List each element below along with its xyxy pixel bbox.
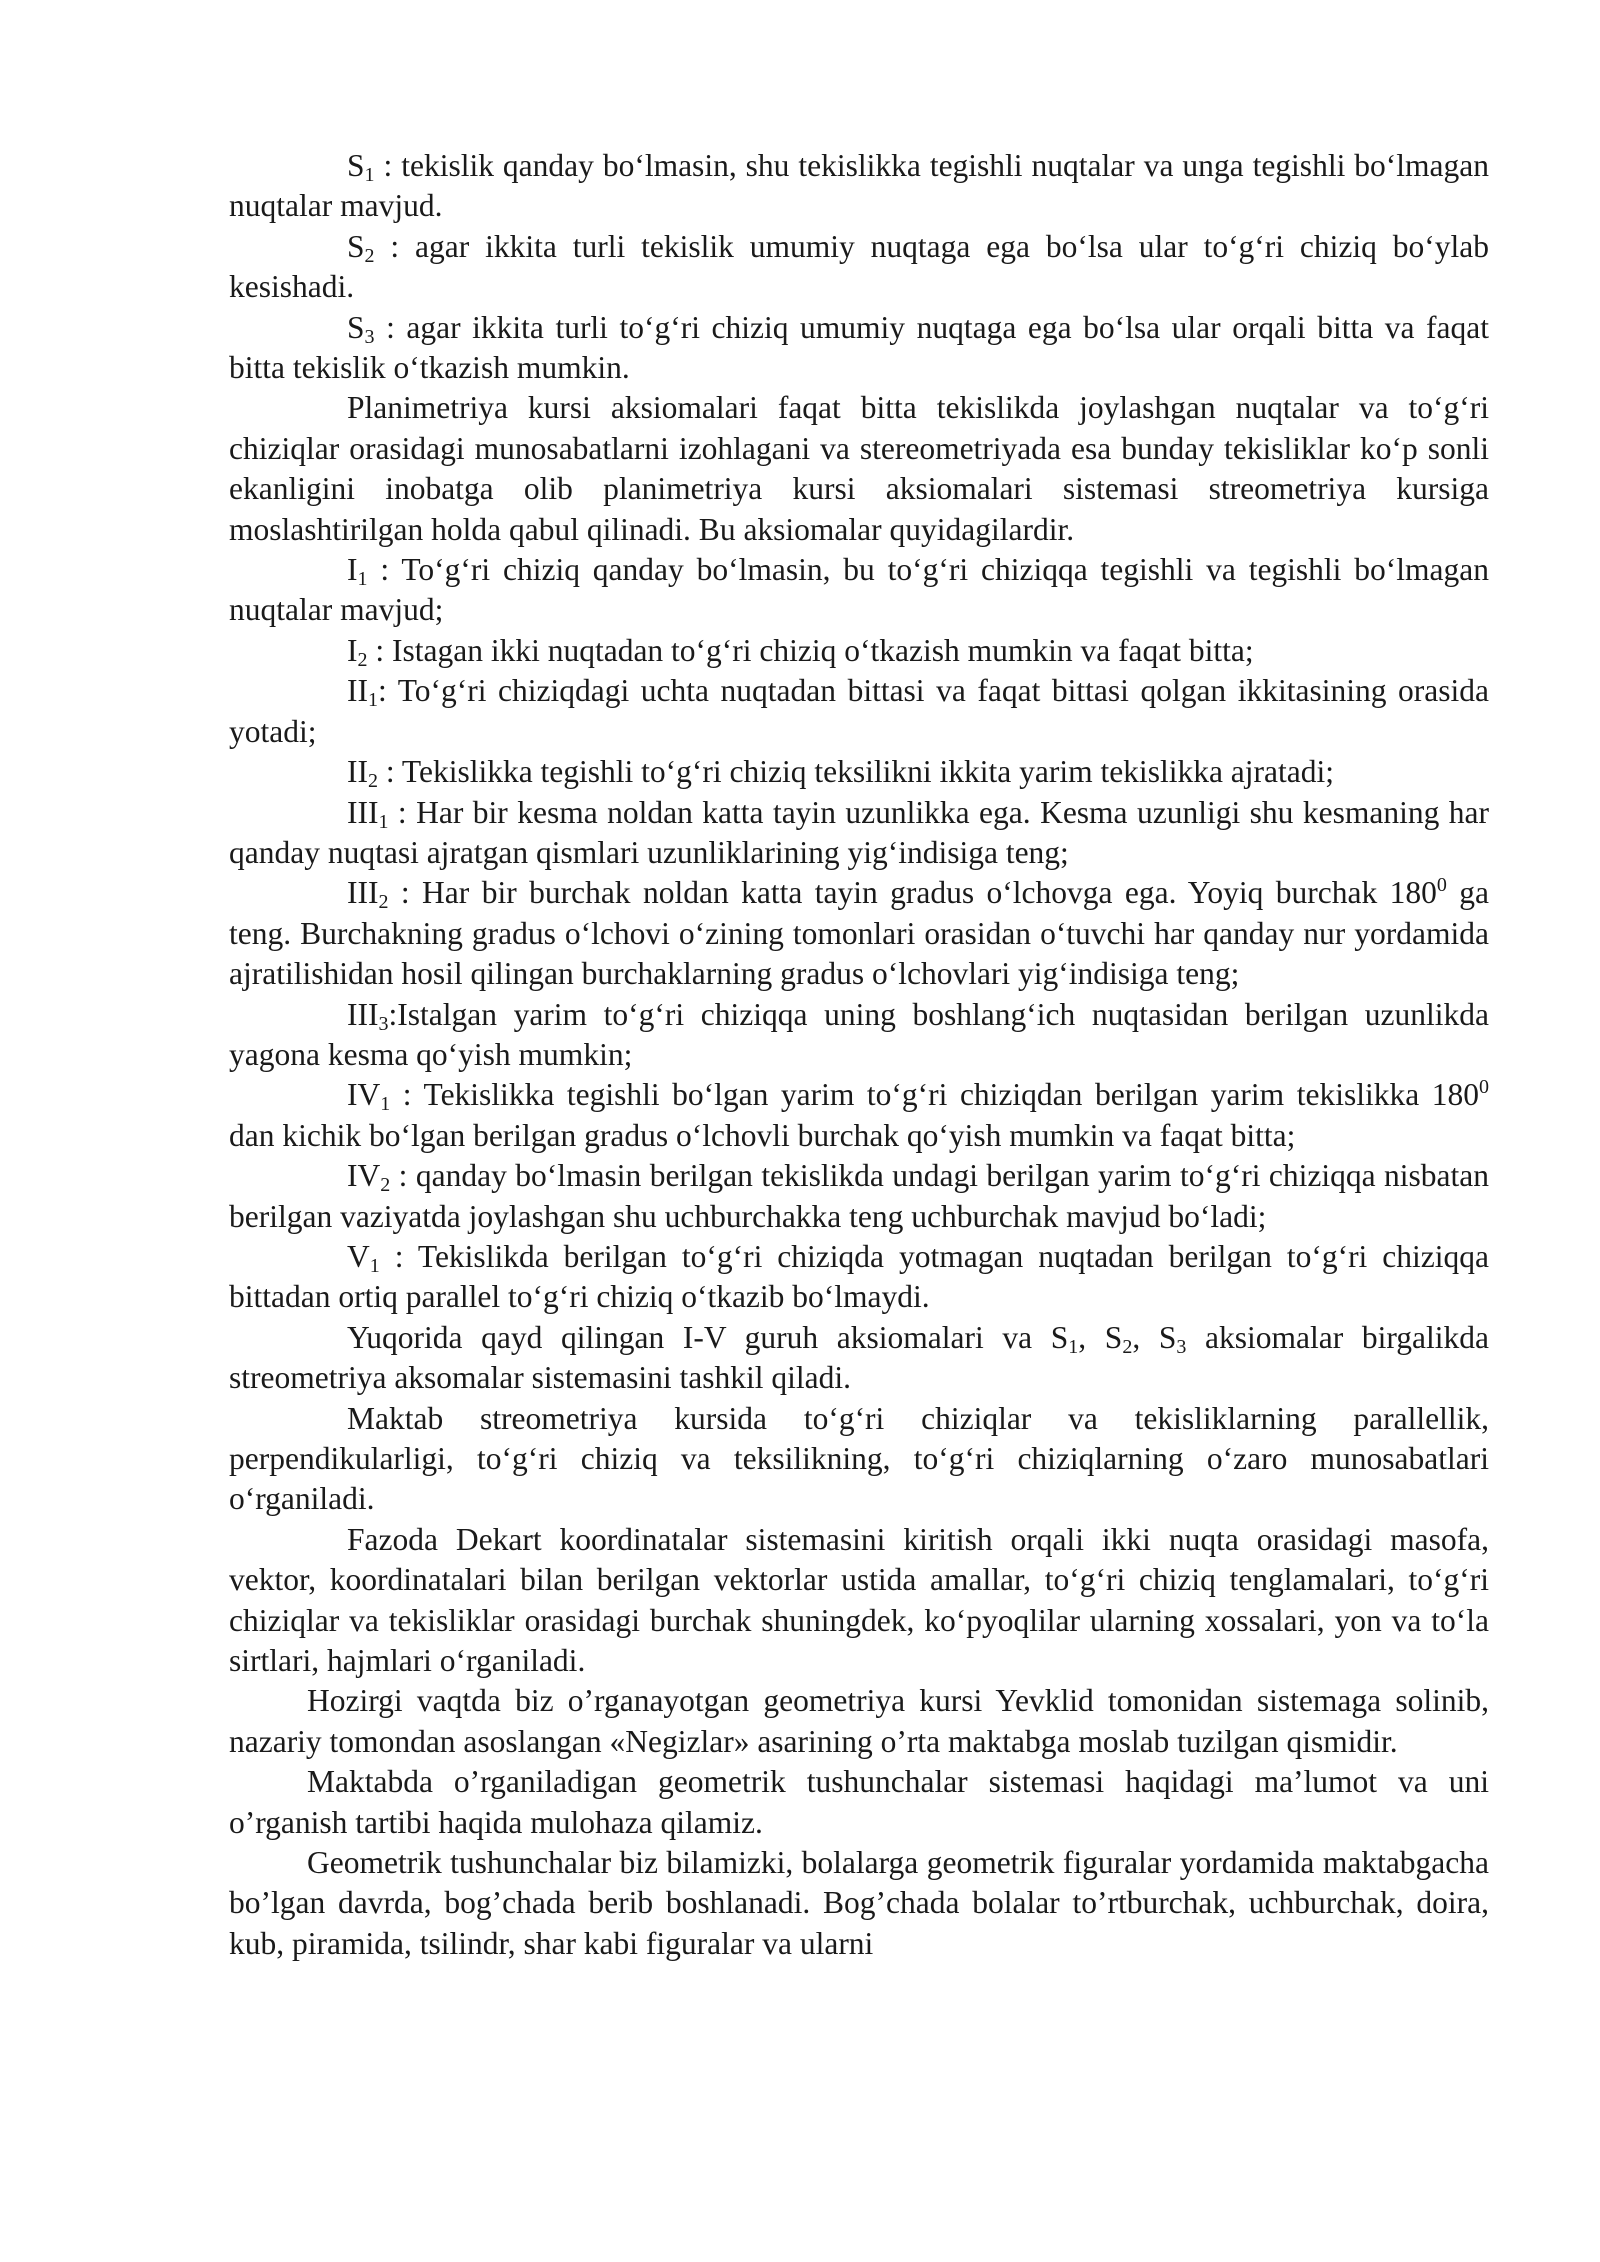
paragraph [229,1762,1489,1843]
paragraph-text: : Tekislikka tegishli to‘g‘ri chiziq teksilikni ikkita yarim tekislikka ajratadi; [377,754,1334,790]
paragraph-text: :Istalgan yarim to‘g‘ri chiziqqa uning boshlang‘ich nuqtasidan berilgan uzunlikda yagona kesma qo‘yish mumkin; [229,996,1489,1072]
paragraph [229,752,1489,792]
paragraph [229,550,1489,631]
paragraph [229,1318,1489,1399]
paragraph [229,1520,1489,1682]
document-page [229,146,1489,1964]
superscript-text: 0 [1436,874,1447,897]
paragraph-text: : tekislik qanday bo‘lmasin, shu tekislikka tegishli nuqtalar va unga tegishli bo‘lmagan nuqtalar mavjud. [229,148,1489,224]
paragraph [229,227,1489,308]
paragraph [229,793,1489,874]
paragraph [229,631,1489,671]
paragraph [229,388,1489,550]
paragraph-text: III [347,794,379,830]
paragraph-text: : agar ikkita turli tekislik umumiy nuqtaga ega bo‘lsa ular to‘g‘ri chiziq bo‘ylab kesishadi. [229,228,1489,305]
paragraph-text: III [347,875,379,911]
paragraph-text: II [347,754,368,790]
paragraph-text: aksiomalar birgalikda streometriya aksomalar sistemasini tashkil qiladi. [229,1319,1489,1396]
paragraph-text: I [347,552,358,588]
subscript-text: 2 [364,244,375,267]
subscript-text: 2 [357,648,368,671]
paragraph-text: : To‘g‘ri chiziq qanday bo‘lmasin, bu to‘g‘ri chiziqqa tegishli va tegishli bo‘lmagan nuqtalar mavjud; [229,552,1489,628]
subscript-text: 1 [378,810,389,833]
subscript-text: 3 [378,1012,389,1035]
subscript-text: 2 [378,891,389,914]
paragraph-text: : Tekislikda berilgan to‘g‘ri chiziqda yotmagan nuqtadan berilgan to‘g‘ri chiziqqa bittadan ortiq parallel to‘g‘ri chiziq o‘tkazib bo‘lmaydi. [229,1238,1489,1315]
subscript-text: 1 [369,1254,380,1277]
paragraph-text: Planimetriya kursi aksiomalari faqat bitta tekislikda joylashgan nuqtalar va to‘g‘ri chiziqlar orasidagi munosabatlarni izohlagani va stereometriyada esa bunday tekisliklar ko‘p sonli ekanligini inobatga olib planimetriya kursi aksiomalari sistemasi streometriya kursiga moslashtirilgan holda qabul qilinadi. Bu aksiomalar quyidagilardir. [229,390,1489,547]
subscript-text: 1 [380,1093,391,1116]
paragraph-text: S [347,148,365,183]
paragraph-text: : Istagan ikki nuqtadan to‘g‘ri chiziq o‘tkazish mumkin va faqat bitta; [367,632,1254,668]
paragraph-text: , S [1132,1319,1177,1355]
subscript-text: 2 [367,770,378,793]
paragraph-text: Geometrik tushunchalar biz bilamizki, bolalarga geometrik figuralar yordamida maktabgacha bo’lgan davrda, bog’chada berib boshlanadi. Bog’chada bolalar to’rtburchak, uchburchak, doira, kub, piramida, tsilindr, shar kabi figuralar va ularni [229,1845,1489,1961]
paragraph-text: IV [347,1158,381,1194]
paragraph [229,1681,1489,1762]
paragraph-text: III [347,996,379,1032]
paragraph-text: V [347,1238,370,1274]
subscript-text: 1 [1068,1335,1079,1358]
paragraph [229,873,1489,994]
paragraph-text: : Tekislikka tegishli bo‘lgan yarim to‘g‘ri chiziqdan berilgan yarim tekislikka 180 [390,1077,1479,1113]
paragraph-text: , S [1078,1319,1123,1355]
paragraph [229,1843,1489,1964]
paragraph-text: : Har bir kesma noldan katta tayin uzunlikka ega. Kesma uzunligi shu kesmaning har qanday nuqtasi ajratgan qismlari uzunliklarining yig‘indisiga teng; [229,794,1489,870]
paragraph-text: IV [347,1077,381,1113]
paragraph-text: ga teng. Burchakning gradus o‘lchovi o‘zining tomonlari orasidan o‘tuvchi har qanday nur yordamida ajratilishidan hosil qilingan burchaklarning gradus o‘lchovlari yig‘indisiga teng; [229,875,1490,992]
paragraph-text: II [347,673,368,709]
subscript-text: 1 [367,689,378,712]
paragraph [229,308,1489,389]
paragraph-text: S [347,228,365,264]
paragraph-text: dan kichik bo‘lgan berilgan gradus o‘lchovli burchak qo‘yish mumkin va faqat bitta; [229,1117,1296,1153]
paragraph-text: : qanday bo‘lmasin berilgan tekislikda undagi berilgan yarim to‘g‘ri chiziqqa nisbatan berilgan vaziyatda joylashgan shu uchburchakka teng uchburchak mavjud bo‘ladi; [229,1158,1489,1234]
paragraph-text: Maktabda o’rganiladigan geometrik tushunchalar sistemasi haqidagi ma’lumot va uni o’rganish tartibi haqida mulohaza qilamiz. [229,1764,1489,1840]
paragraph-text: : To‘g‘ri chiziqdagi uchta nuqtadan bittasi va faqat bittasi qolgan ikkitasining orasida yotadi; [229,673,1489,749]
paragraph-text: Fazoda Dekart koordinatalar sistemasini kiritish orqali ikki nuqta orasidagi masofa, vektor, koordinatalari bilan berilgan vektorlar ustida amallar, to‘g‘ri chiziq tenglamalari, to‘g‘ri chiziqlar va tekisliklar orasidagi burchak shuningdek, ko‘pyoqlilar ularning xossalari, yon va to‘la sirtlari, hajmlari o‘rganiladi. [229,1521,1489,1679]
paragraph [229,146,1489,227]
subscript-text: 2 [380,1174,391,1197]
paragraph-text: : agar ikkita turli to‘g‘ri chiziq umumiy nuqtaga ega bo‘lsa ular orqali bitta va faqat bitta tekislik o‘tkazish mumkin. [229,309,1489,386]
subscript-text: 3 [364,325,375,348]
paragraph [229,671,1489,752]
superscript-text: 0 [1479,1076,1489,1099]
subscript-text: 2 [1122,1335,1133,1358]
paragraph [229,1075,1489,1156]
subscript-text: 1 [364,164,375,186]
paragraph [229,995,1489,1076]
paragraph [229,1156,1489,1237]
paragraph-text: Hozirgi vaqtda biz o’rganayotgan geometriya kursi Yevklid tomonidan sistemaga solinib, nazariy tomondan asoslangan «Negizlar» asarining o’rta maktabga moslab tuzilgan qismidir. [229,1683,1489,1759]
paragraph [229,1237,1489,1318]
paragraph-text: : Har bir burchak noldan katta tayin gradus o‘lchovga ega. Yoyiq burchak 180 [388,875,1437,911]
subscript-text: 3 [1176,1335,1187,1358]
paragraph [229,1399,1489,1520]
paragraph-text: Maktab streometriya kursida to‘g‘ri chiziqlar va tekisliklarning parallellik, perpendikularligi, to‘g‘ri chiziq va teksilikning, to‘g‘ri chiziqlarning o‘zaro munosabatlari o‘rganiladi. [229,1400,1489,1517]
subscript-text: 1 [357,568,368,591]
paragraph-text: Yuqorida qayd qilingan I-V guruh aksiomalari va S [347,1319,1069,1355]
paragraph-text: S [347,309,365,345]
paragraph-text: I [347,632,358,668]
